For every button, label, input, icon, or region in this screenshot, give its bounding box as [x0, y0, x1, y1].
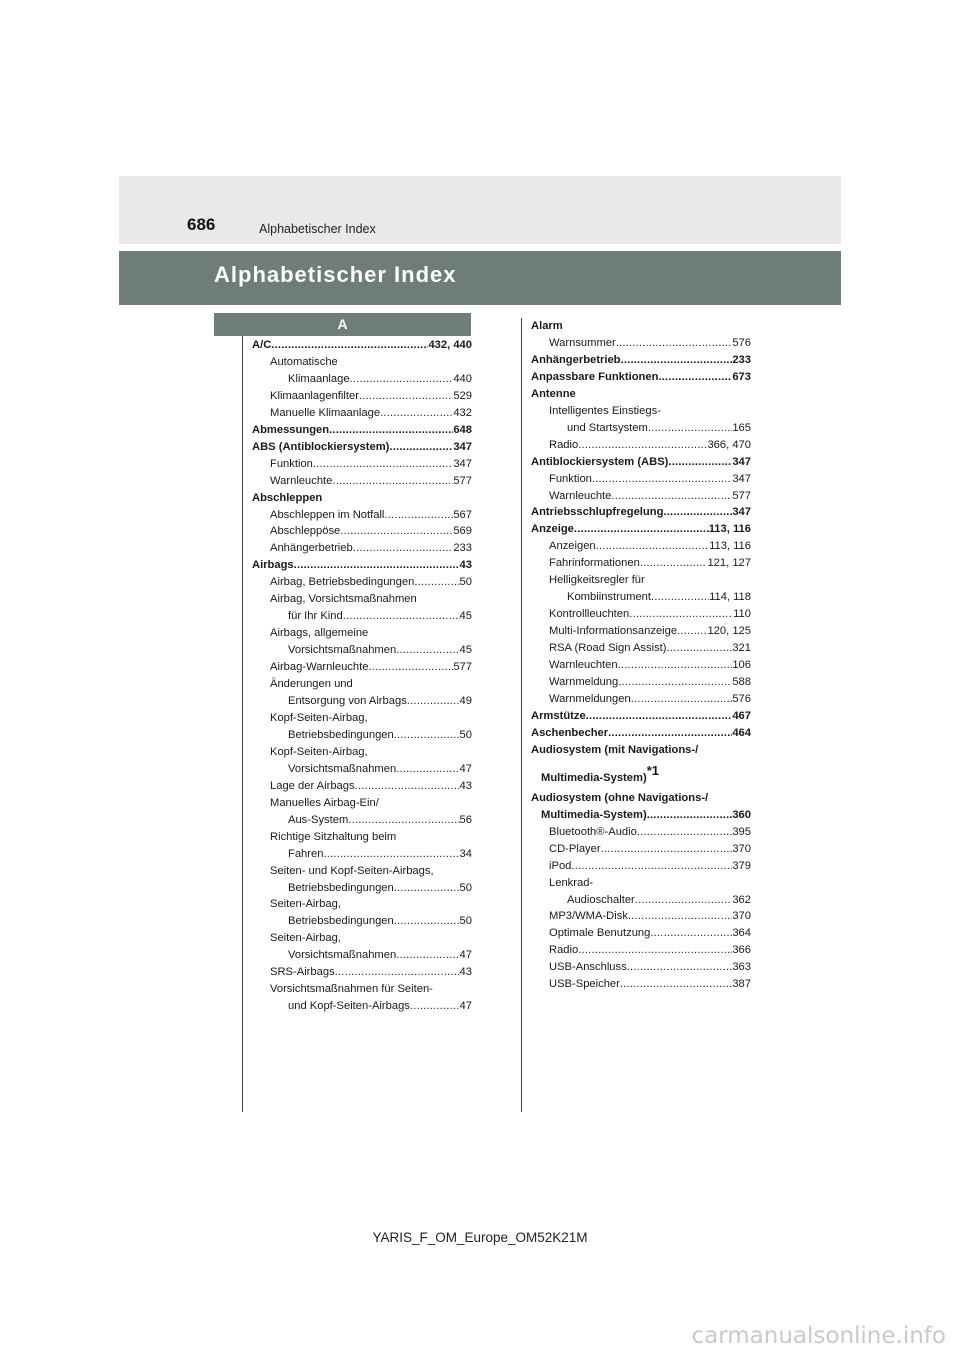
dot-leader	[368, 659, 453, 676]
index-entry-label: Airbag-Warnleuchte	[270, 661, 369, 674]
dot-leader	[637, 824, 732, 841]
dot-leader	[394, 913, 460, 930]
index-entry-pages: 362	[732, 893, 751, 906]
index-entry-pages: 432, 440	[428, 339, 472, 351]
index-entry	[531, 925, 751, 942]
index-entry-pages: 321	[732, 642, 751, 655]
index-entry	[531, 959, 751, 976]
index-entry-pages: 363	[732, 961, 751, 974]
index-entry-label: Anpassbare Funktionen	[531, 370, 659, 383]
index-entry	[531, 942, 751, 959]
index-entry	[531, 824, 751, 841]
index-heading-line: Richtige Sitzhaltung beim	[270, 830, 397, 843]
index-entry-pages: 673	[732, 370, 751, 383]
index-entry-label: Vorsichtsmaßnahmen	[288, 949, 397, 962]
index-heading-line: Intelligentes Einstiegs-	[549, 404, 661, 417]
index-letter-heading: A	[214, 313, 471, 336]
index-entry-label: Airbag, Betriebsbedingungen	[270, 576, 415, 589]
index-entry-pages: 43	[459, 559, 472, 572]
index-heading-line: Airbag, Vorsichtsmaßnahmen	[270, 593, 417, 606]
dot-leader	[618, 657, 733, 674]
index-entry	[531, 589, 751, 606]
dot-leader	[410, 998, 460, 1015]
dot-leader	[343, 608, 460, 625]
index-entry-label: iPod	[549, 859, 572, 872]
index-entry-label: Manuelle Klimaanlage	[270, 406, 381, 419]
index-entry	[531, 708, 751, 725]
index-entry	[252, 422, 472, 439]
index-entry-pages: 432	[453, 406, 472, 419]
index-entry-pages: 45	[459, 610, 472, 623]
index-entry-label: Radio	[549, 944, 579, 957]
index-entry-pages: 50	[459, 915, 472, 928]
index-entry	[252, 998, 472, 1015]
dot-leader	[271, 337, 428, 354]
index-heading-line: Änderungen und	[270, 678, 353, 691]
dot-leader	[574, 521, 709, 538]
index-entry-pages: 347	[732, 506, 751, 519]
dot-leader	[668, 454, 732, 471]
index-entry	[531, 504, 751, 521]
index-entry-pages: 49	[459, 695, 472, 708]
index-entry	[531, 976, 751, 993]
dot-leader	[627, 959, 733, 976]
index-heading-line: Helligkeitsregler für	[549, 574, 645, 587]
index-heading-line: Kopf-Seiten-Airbag,	[270, 745, 368, 758]
index-entry-pages: 379	[732, 859, 751, 872]
index-entry	[252, 337, 472, 354]
index-entry-pages: 576	[732, 336, 751, 349]
index-entry	[252, 727, 472, 744]
index-entry	[252, 523, 472, 540]
dot-leader	[350, 371, 454, 388]
index-entry-pages: 577	[453, 661, 472, 674]
index-entry-pages: 567	[453, 508, 472, 521]
index-entry-label: Radio	[549, 438, 579, 451]
index-entry	[252, 947, 472, 964]
index-entry	[252, 608, 472, 625]
dot-leader	[647, 807, 733, 824]
index-entry-label: CD-Player	[549, 842, 601, 855]
index-column-left	[252, 337, 472, 1015]
dot-leader	[611, 488, 732, 505]
dot-leader	[396, 947, 459, 964]
index-entry	[531, 640, 751, 657]
index-entry	[531, 420, 751, 437]
index-entry-pages: 569	[453, 525, 472, 538]
index-entry-pages: 114, 118	[709, 591, 751, 604]
index-entry-label: Warnleuchte	[549, 489, 612, 502]
index-heading-line: Antenne	[531, 387, 576, 400]
index-entry-pages: 47	[459, 949, 472, 962]
index-entry-label: Abschleppen im Notfall	[270, 508, 385, 521]
index-entry-pages: 34	[459, 847, 472, 860]
index-entry-label: MP3/WMA-Disk	[549, 910, 628, 923]
dot-leader	[621, 352, 733, 369]
index-entry-pages: 387	[732, 978, 751, 991]
dot-leader	[407, 693, 460, 710]
index-entry-pages: 56	[459, 813, 472, 826]
index-entry-pages: 165	[732, 421, 751, 434]
index-entry-pages: 45	[459, 644, 472, 657]
index-entry-pages: 588	[732, 676, 751, 689]
index-entry-pages: 395	[732, 825, 751, 838]
index-entry	[531, 488, 751, 505]
index-entry-label: Aus-System	[288, 813, 349, 826]
index-entry-pages: 440	[453, 372, 472, 385]
dot-leader	[596, 538, 709, 555]
index-entry-pages: 120, 125	[707, 625, 751, 638]
header-section-title: Alphabetischer Index	[259, 222, 376, 236]
index-heading-line: Alarm	[531, 320, 563, 332]
index-heading-line: Audiosystem (mit Navigations-/	[531, 743, 699, 756]
dot-leader	[294, 557, 460, 574]
index-entry-label: Bluetooth®-Audio	[549, 825, 637, 838]
dot-leader	[628, 908, 732, 925]
index-entry	[531, 807, 751, 824]
index-entry	[531, 538, 751, 555]
index-entry-label: Abmessungen	[252, 423, 330, 436]
index-entry	[252, 507, 472, 524]
index-entry-label: A/C	[252, 339, 272, 351]
index-entry	[531, 858, 751, 875]
index-entry-pages: 47	[459, 762, 472, 775]
index-entry-pages: 529	[453, 389, 472, 402]
index-entry	[531, 657, 751, 674]
index-entry-pages: 113, 116	[709, 540, 751, 553]
dot-leader	[389, 439, 453, 456]
dot-leader	[340, 523, 453, 540]
dot-leader	[332, 473, 453, 490]
dot-leader	[578, 437, 707, 454]
index-entry	[531, 841, 751, 858]
index-entry-pages: 576	[732, 692, 751, 705]
dot-leader	[648, 420, 732, 437]
dot-leader	[601, 841, 733, 858]
index-entry	[252, 405, 472, 422]
dot-leader	[640, 555, 708, 572]
index-entry	[531, 606, 751, 623]
page-header-band	[119, 176, 841, 244]
dot-leader	[313, 456, 453, 473]
index-entry-label: Entsorgung von Airbags	[288, 695, 407, 708]
dot-leader	[620, 976, 732, 993]
index-entry	[252, 574, 472, 591]
index-entry-label: SRS-Airbags	[270, 966, 335, 979]
right-column-rule	[521, 318, 522, 1112]
dot-leader	[631, 691, 733, 708]
index-entry-label: und Startsystem	[567, 421, 648, 434]
index-entry-pages: 577	[453, 474, 472, 487]
index-entry-label: Optimale Benutzung	[549, 927, 651, 940]
dot-leader	[608, 725, 732, 742]
index-heading-line: Abschleppen	[252, 491, 323, 504]
index-entry-pages: 366, 470	[707, 438, 751, 451]
index-entry	[252, 964, 472, 981]
index-entry-label: Warnmeldung	[549, 676, 619, 689]
index-entry-label: Lage der Airbags	[270, 779, 355, 792]
index-entry-label: Anzeigen	[549, 540, 596, 553]
index-heading-line: Kopf-Seiten-Airbag,	[270, 711, 368, 724]
index-entry	[252, 473, 472, 490]
dot-leader	[394, 880, 460, 897]
index-entry	[252, 456, 472, 473]
index-column-right	[531, 318, 751, 993]
index-entry-label: Airbags	[252, 559, 294, 572]
index-entry	[252, 540, 472, 557]
index-entry	[252, 693, 472, 710]
dot-leader	[348, 812, 459, 829]
index-entry-label: Vorsichtsmaßnahmen	[288, 644, 397, 657]
index-entry	[252, 642, 472, 659]
index-entry	[252, 371, 472, 388]
index-entry-pages: 50	[459, 881, 472, 894]
index-entry-label: Warnmeldungen	[549, 692, 631, 705]
index-entry	[531, 759, 751, 790]
index-entry	[531, 335, 751, 352]
index-entry-label: Multi-Informationsanzeige	[549, 625, 678, 638]
dot-leader	[323, 846, 459, 863]
index-entry-pages: 366	[732, 944, 751, 957]
dot-leader	[677, 623, 707, 640]
dot-leader	[658, 369, 732, 386]
index-heading-line: Manuelles Airbag-Ein/	[270, 796, 379, 809]
index-entry	[252, 913, 472, 930]
index-entry	[531, 437, 751, 454]
index-entry-label: RSA (Road Sign Assist)	[549, 642, 667, 655]
dot-leader	[663, 504, 732, 521]
index-entry	[531, 908, 751, 925]
index-entry	[531, 674, 751, 691]
index-entry-label: Anzeige	[531, 523, 574, 536]
index-entry-pages: 467	[732, 709, 751, 722]
dot-leader	[667, 640, 733, 657]
index-entry	[252, 659, 472, 676]
index-heading-line: Seiten-Airbag,	[270, 898, 341, 911]
dot-leader	[635, 892, 733, 909]
index-heading-line: Vorsichtsmaßnahmen für Seiten-	[270, 983, 433, 996]
index-entry	[531, 725, 751, 742]
index-entry-label: Anhängerbetrieb	[531, 353, 621, 366]
dot-leader	[394, 727, 460, 744]
dot-leader	[578, 942, 732, 959]
index-entry-label: Audioschalter	[567, 893, 635, 906]
index-entry-label: Multimedia-System)	[541, 771, 647, 784]
index-entry-pages: 106	[732, 659, 751, 672]
index-entry	[252, 388, 472, 405]
index-entry-label: Funktion	[549, 472, 592, 485]
index-heading-line: Lenkrad-	[549, 876, 594, 889]
index-entry-pages: 347	[732, 472, 751, 485]
dot-leader	[650, 925, 732, 942]
index-entry	[252, 557, 472, 574]
index-entry-label: Abschleppöse	[270, 525, 341, 538]
index-entry-pages: 370	[732, 842, 751, 855]
index-entry-label: Betriebsbedingungen	[288, 915, 394, 928]
index-entry-label: Klimaanlage	[288, 372, 350, 385]
index-entry-label: Fahrinformationen	[549, 557, 640, 570]
dot-leader	[359, 388, 453, 405]
index-entry	[252, 439, 472, 456]
index-entry	[531, 555, 751, 572]
index-entry-pages: 50	[459, 576, 472, 589]
index-entry-label: Anhängerbetrieb	[270, 542, 353, 555]
index-entry-label: Betriebsbedingungen	[288, 881, 394, 894]
index-heading-line: Seiten-Airbag,	[270, 932, 341, 945]
index-entry	[531, 691, 751, 708]
index-entry-pages: 360	[732, 808, 751, 821]
index-entry	[252, 761, 472, 778]
index-entry-pages: 113, 116	[708, 523, 751, 536]
index-entry-pages: 43	[459, 779, 472, 792]
dot-leader	[586, 708, 733, 725]
index-entry-label: Fahren	[288, 847, 324, 860]
dot-leader	[335, 964, 460, 981]
index-entry-label: Klimaanlagenfilter	[270, 389, 359, 402]
index-entry-pages: 464	[732, 726, 751, 739]
index-entry	[531, 454, 751, 471]
dot-leader	[380, 405, 453, 422]
dot-leader	[618, 674, 732, 691]
index-entry-label: für Ihr Kind	[288, 610, 343, 623]
document-code: YARIS_F_OM_Europe_OM52K21M	[372, 1230, 588, 1245]
index-entry-label: und Kopf-Seiten-Airbags	[288, 1000, 410, 1013]
dot-leader	[592, 471, 732, 488]
index-heading-line: Automatische	[270, 355, 338, 368]
index-entry-label: Antiblockiersystem (ABS)	[531, 455, 669, 468]
index-heading-line: Seiten- und Kopf-Seiten-Airbags,	[270, 864, 434, 877]
index-entry	[531, 471, 751, 488]
index-entry	[531, 521, 751, 538]
index-entry	[531, 352, 751, 369]
index-entry-label: Vorsichtsmaßnahmen	[288, 762, 397, 775]
dot-leader	[353, 540, 454, 557]
page-number: 686	[187, 215, 216, 234]
index-entry-label: ABS (Antiblockiersystem)	[252, 440, 390, 453]
index-entry	[252, 812, 472, 829]
watermark: carmanualsonline.info	[691, 1323, 946, 1349]
index-entry-label: Funktion	[270, 457, 313, 470]
left-column-rule	[242, 336, 243, 1112]
index-entry	[252, 880, 472, 897]
index-entry-pages: 233	[732, 353, 751, 366]
index-entry-label: Betriebsbedingungen	[288, 728, 394, 741]
index-entry-label: USB-Speicher	[549, 978, 620, 991]
dot-leader	[629, 606, 733, 623]
index-entry-pages: 110	[733, 608, 751, 621]
index-heading-line: Audiosystem (ohne Navigations-/	[531, 791, 709, 804]
dot-leader	[396, 642, 459, 659]
dot-leader	[651, 589, 709, 606]
index-entry-pages: 121, 127	[707, 557, 751, 570]
index-entry-label: Kontrollleuchten	[549, 608, 630, 621]
dot-leader	[616, 335, 733, 352]
dot-leader	[414, 574, 459, 591]
index-entry	[531, 369, 751, 386]
index-entry	[531, 623, 751, 640]
index-entry-pages: 50	[459, 728, 472, 741]
index-entry	[531, 892, 751, 909]
index-entry	[252, 846, 472, 863]
index-entry-pages: 364	[732, 927, 751, 940]
index-entry-pages: 347	[732, 455, 751, 468]
index-entry-label: Antriebsschlupfregelung	[531, 506, 664, 519]
dot-leader	[355, 778, 460, 795]
index-entry-label: Multimedia-System)	[541, 808, 647, 821]
index-entry-pages: 233	[453, 542, 472, 555]
index-entry-pages: 347	[453, 440, 472, 453]
index-entry-label: Kombiinstrument	[567, 591, 651, 604]
dot-leader	[571, 858, 732, 875]
index-entry-label: Armstütze	[531, 709, 586, 722]
index-entry-pages: 43	[459, 966, 472, 979]
index-heading-line: Airbags, allgemeine	[270, 627, 369, 640]
dot-leader	[396, 761, 459, 778]
index-entry-label: USB-Anschluss	[549, 961, 627, 974]
index-entry	[252, 778, 472, 795]
index-entry-label: Aschenbecher	[531, 726, 609, 739]
index-entry-label: Warnleuchte	[270, 474, 333, 487]
index-entry-pages: 370	[732, 910, 751, 923]
index-entry-label: Warnsummer	[549, 336, 616, 349]
dot-leader	[384, 507, 453, 524]
index-entry-pages: 577	[732, 489, 751, 502]
index-entry-pages: 648	[453, 423, 472, 436]
dot-leader	[329, 422, 453, 439]
footnote-marker: *1	[646, 762, 659, 778]
index-entry-pages: 47	[459, 1000, 472, 1013]
page-title: Alphabetischer Index	[214, 262, 457, 287]
index-entry-pages: 347	[453, 457, 472, 470]
index-entry-label: Warnleuchten	[549, 659, 618, 672]
